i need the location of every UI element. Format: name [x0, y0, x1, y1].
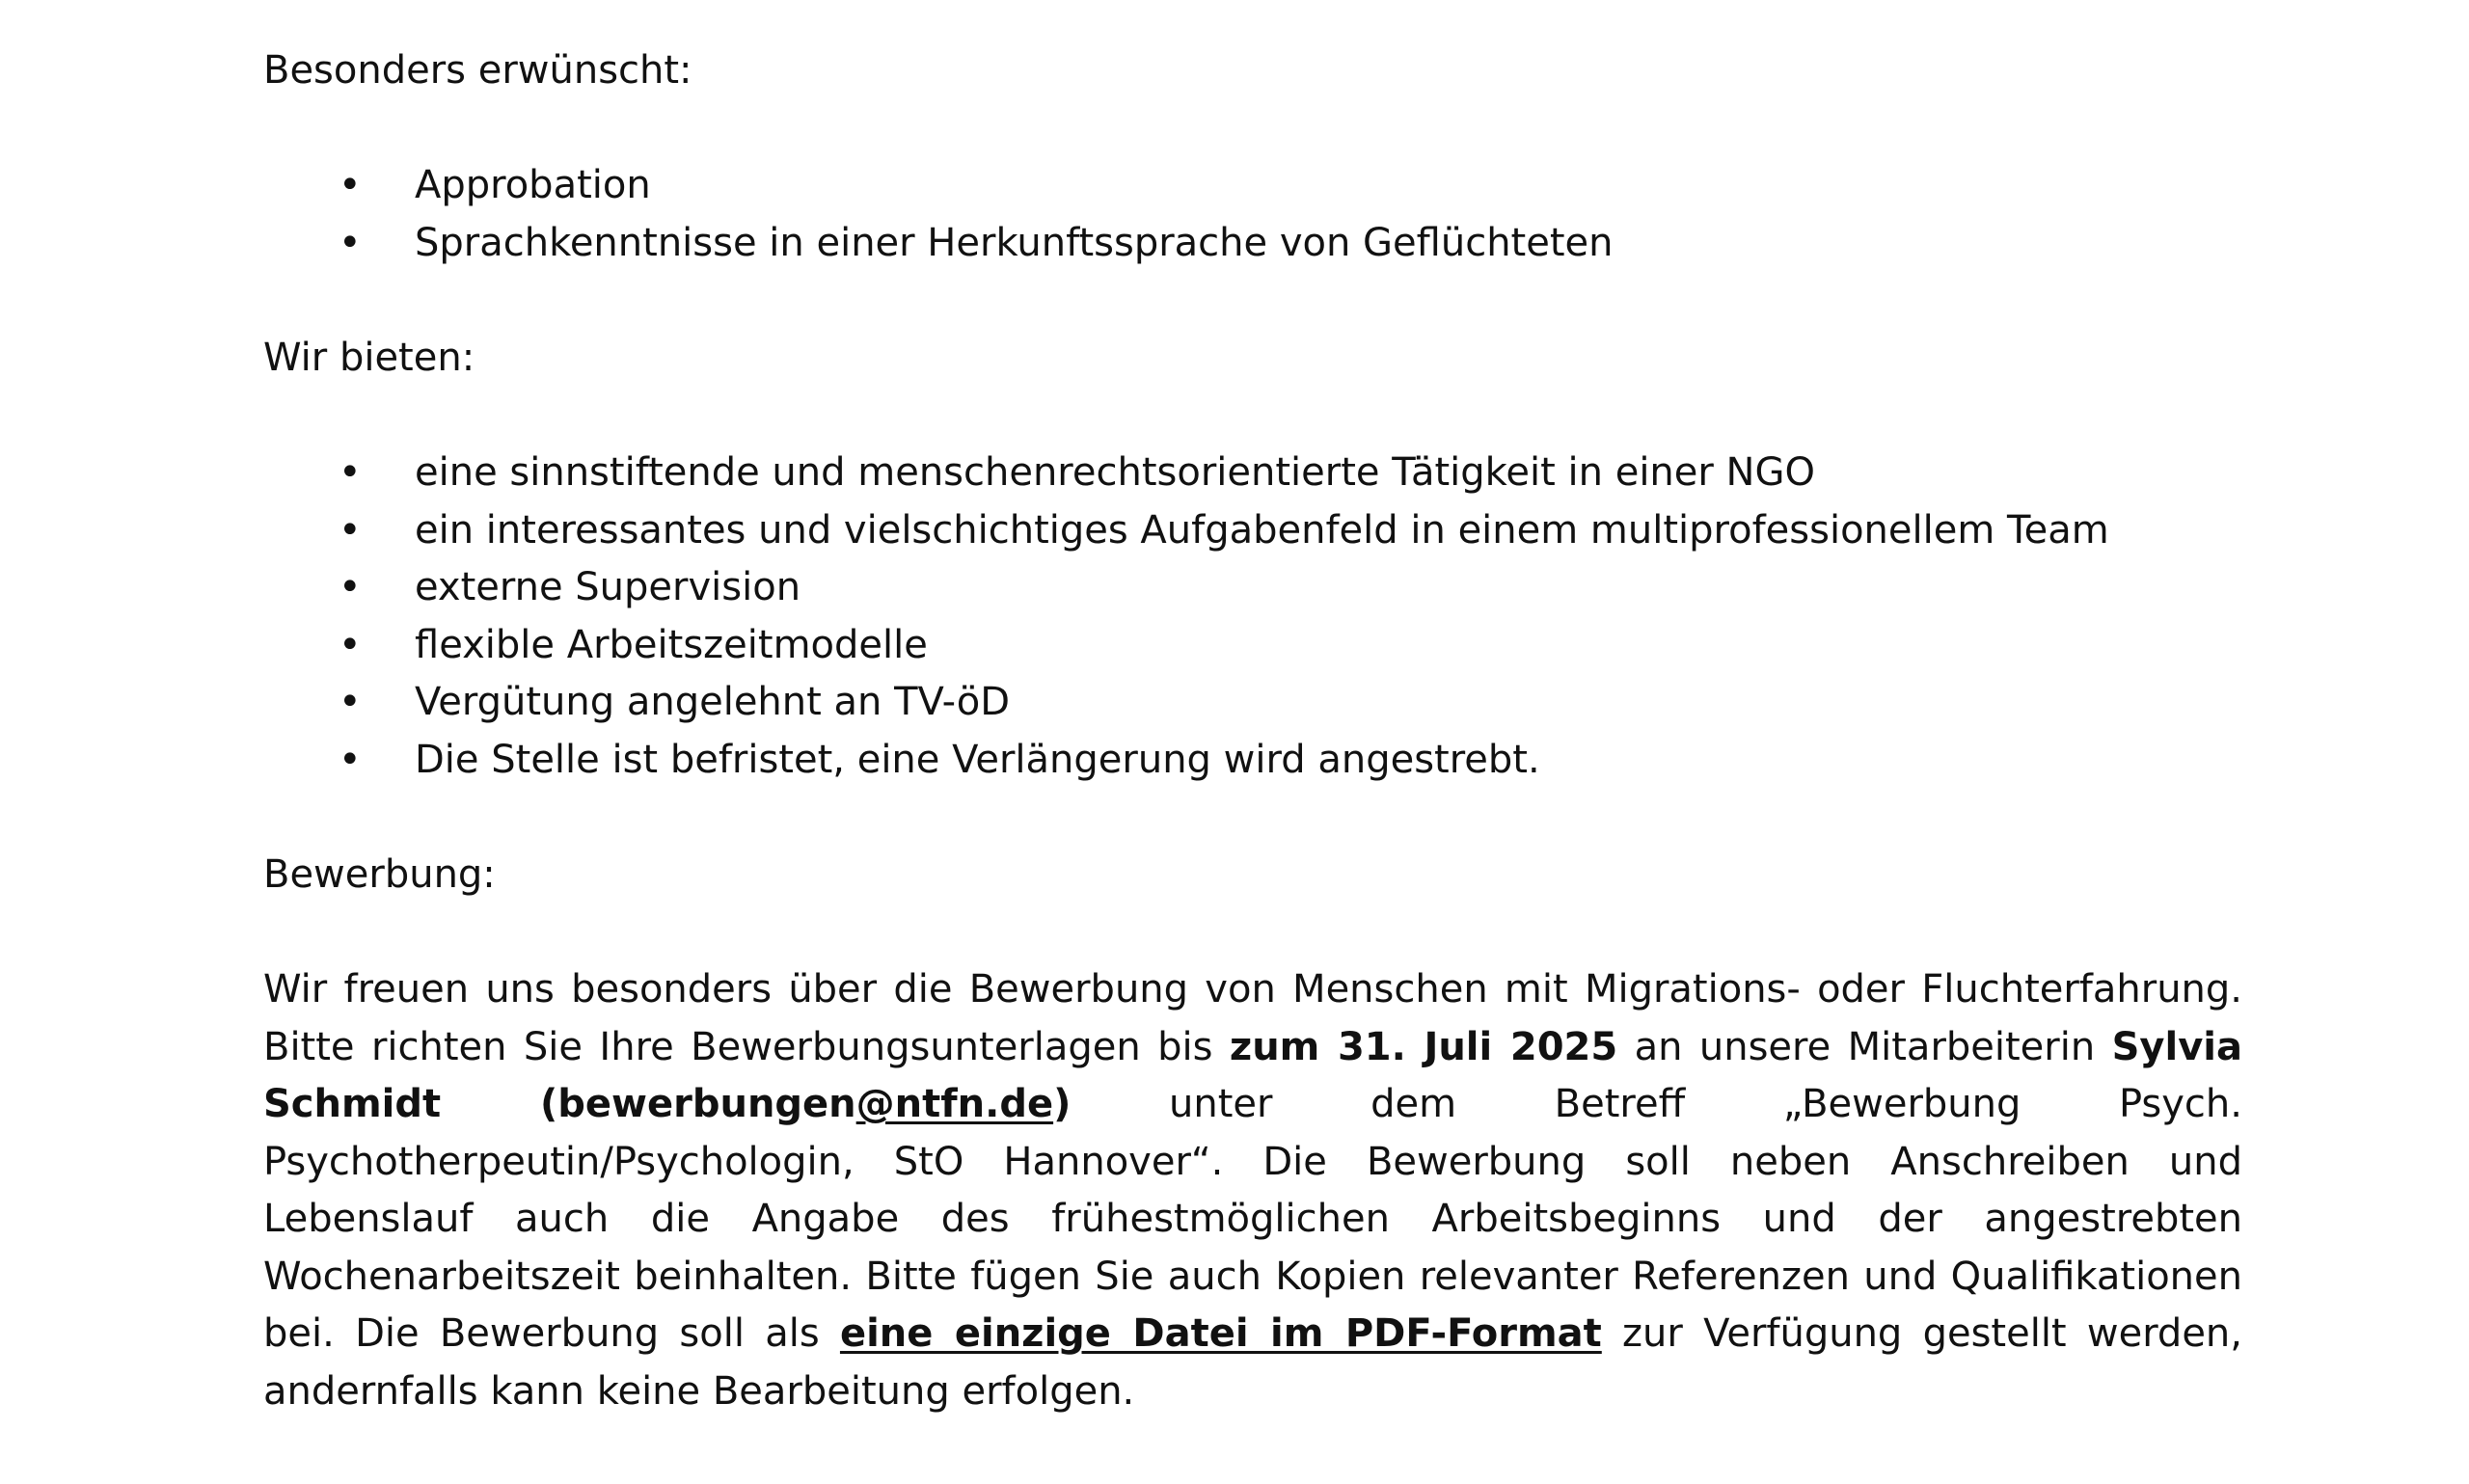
list-item-text: Approbation	[415, 163, 651, 207]
list-item	[263, 502, 2109, 560]
heading-offer: Wir bieten:	[263, 336, 475, 380]
contact-name: Sylvia Schmidt	[263, 1024, 2242, 1126]
bullet-icon: •	[339, 163, 362, 207]
email-link[interactable]: @ntfn.de	[855, 1082, 1054, 1126]
application-text-1: Wir freuen uns besonders über die Bewerbung von Menschen mit Migrations- oder Fluchterfahrung. Bitte richten Sie Ihre Bewerbungsunterlagen bis	[263, 967, 2242, 1069]
list-item	[263, 215, 1613, 273]
bullet-icon: •	[339, 220, 362, 265]
offer-list	[263, 445, 2109, 789]
list-item-text: flexible Arbeitszeitmodelle	[415, 622, 928, 667]
heading-desired: Besonders erwünscht:	[263, 48, 692, 93]
list-item	[263, 617, 2109, 675]
application-text-2: an unsere Mitarbeiterin	[1617, 1024, 2112, 1069]
bullet-icon: •	[339, 565, 362, 609]
list-item	[263, 674, 2109, 732]
application-text-3: unter dem Betreff „Bewerbung Psych. Psychotherpeutin/Psychologin, StO Hannover“. Die Bewerbung soll neben Anschreiben und Lebenslauf auch die Angabe des frühestmöglichen Arbeitsbeginns und der angestrebten Wochenarbeitszeit beinhalten. Bitte fügen Sie auch Kopien relevanter Referenzen und Qualifikationen bei. Die Bewerbung soll als	[263, 1082, 2242, 1356]
list-item-text: Sprachkenntnisse in einer Herkunftssprache von Geflüchteten	[415, 220, 1614, 265]
deadline: zum 31. Juli 2025	[1229, 1024, 1618, 1069]
bullet-icon: •	[339, 507, 362, 553]
email-close: )	[1053, 1082, 1072, 1126]
list-item	[263, 445, 2109, 502]
bullet-icon: •	[339, 450, 362, 495]
desired-list	[263, 157, 1613, 272]
bullet-icon: •	[339, 680, 362, 724]
bullet-icon: •	[339, 622, 362, 667]
pdf-requirement: eine einzige Datei im PDF-Format	[839, 1311, 1602, 1356]
bullet-icon: •	[339, 737, 362, 782]
list-item-text: ein interessantes und vielschichtiges Aufgabenfeld in einem multiprofessionellem Team	[415, 507, 2109, 553]
heading-application: Bewerbung:	[263, 852, 496, 897]
list-item	[263, 157, 1613, 215]
list-item-text: externe Supervision	[415, 565, 801, 609]
list-item-text: eine sinnstiftende und menschenrechtsorientierte Tätigkeit in einer NGO	[415, 450, 1815, 495]
list-item	[263, 559, 2109, 617]
application-paragraph	[263, 961, 2242, 1420]
email-open: (bewerbungen	[441, 1082, 856, 1126]
list-item	[263, 732, 2109, 790]
application-text-4: zur Verfügung gestellt werden, andernfalls kann keine Bearbeitung erfolgen.	[263, 1311, 2242, 1414]
list-item-text: Die Stelle ist befristet, eine Verlängerung wird angestrebt.	[415, 737, 1540, 782]
list-item-text: Vergütung angelehnt an TV-öD	[415, 680, 1011, 724]
